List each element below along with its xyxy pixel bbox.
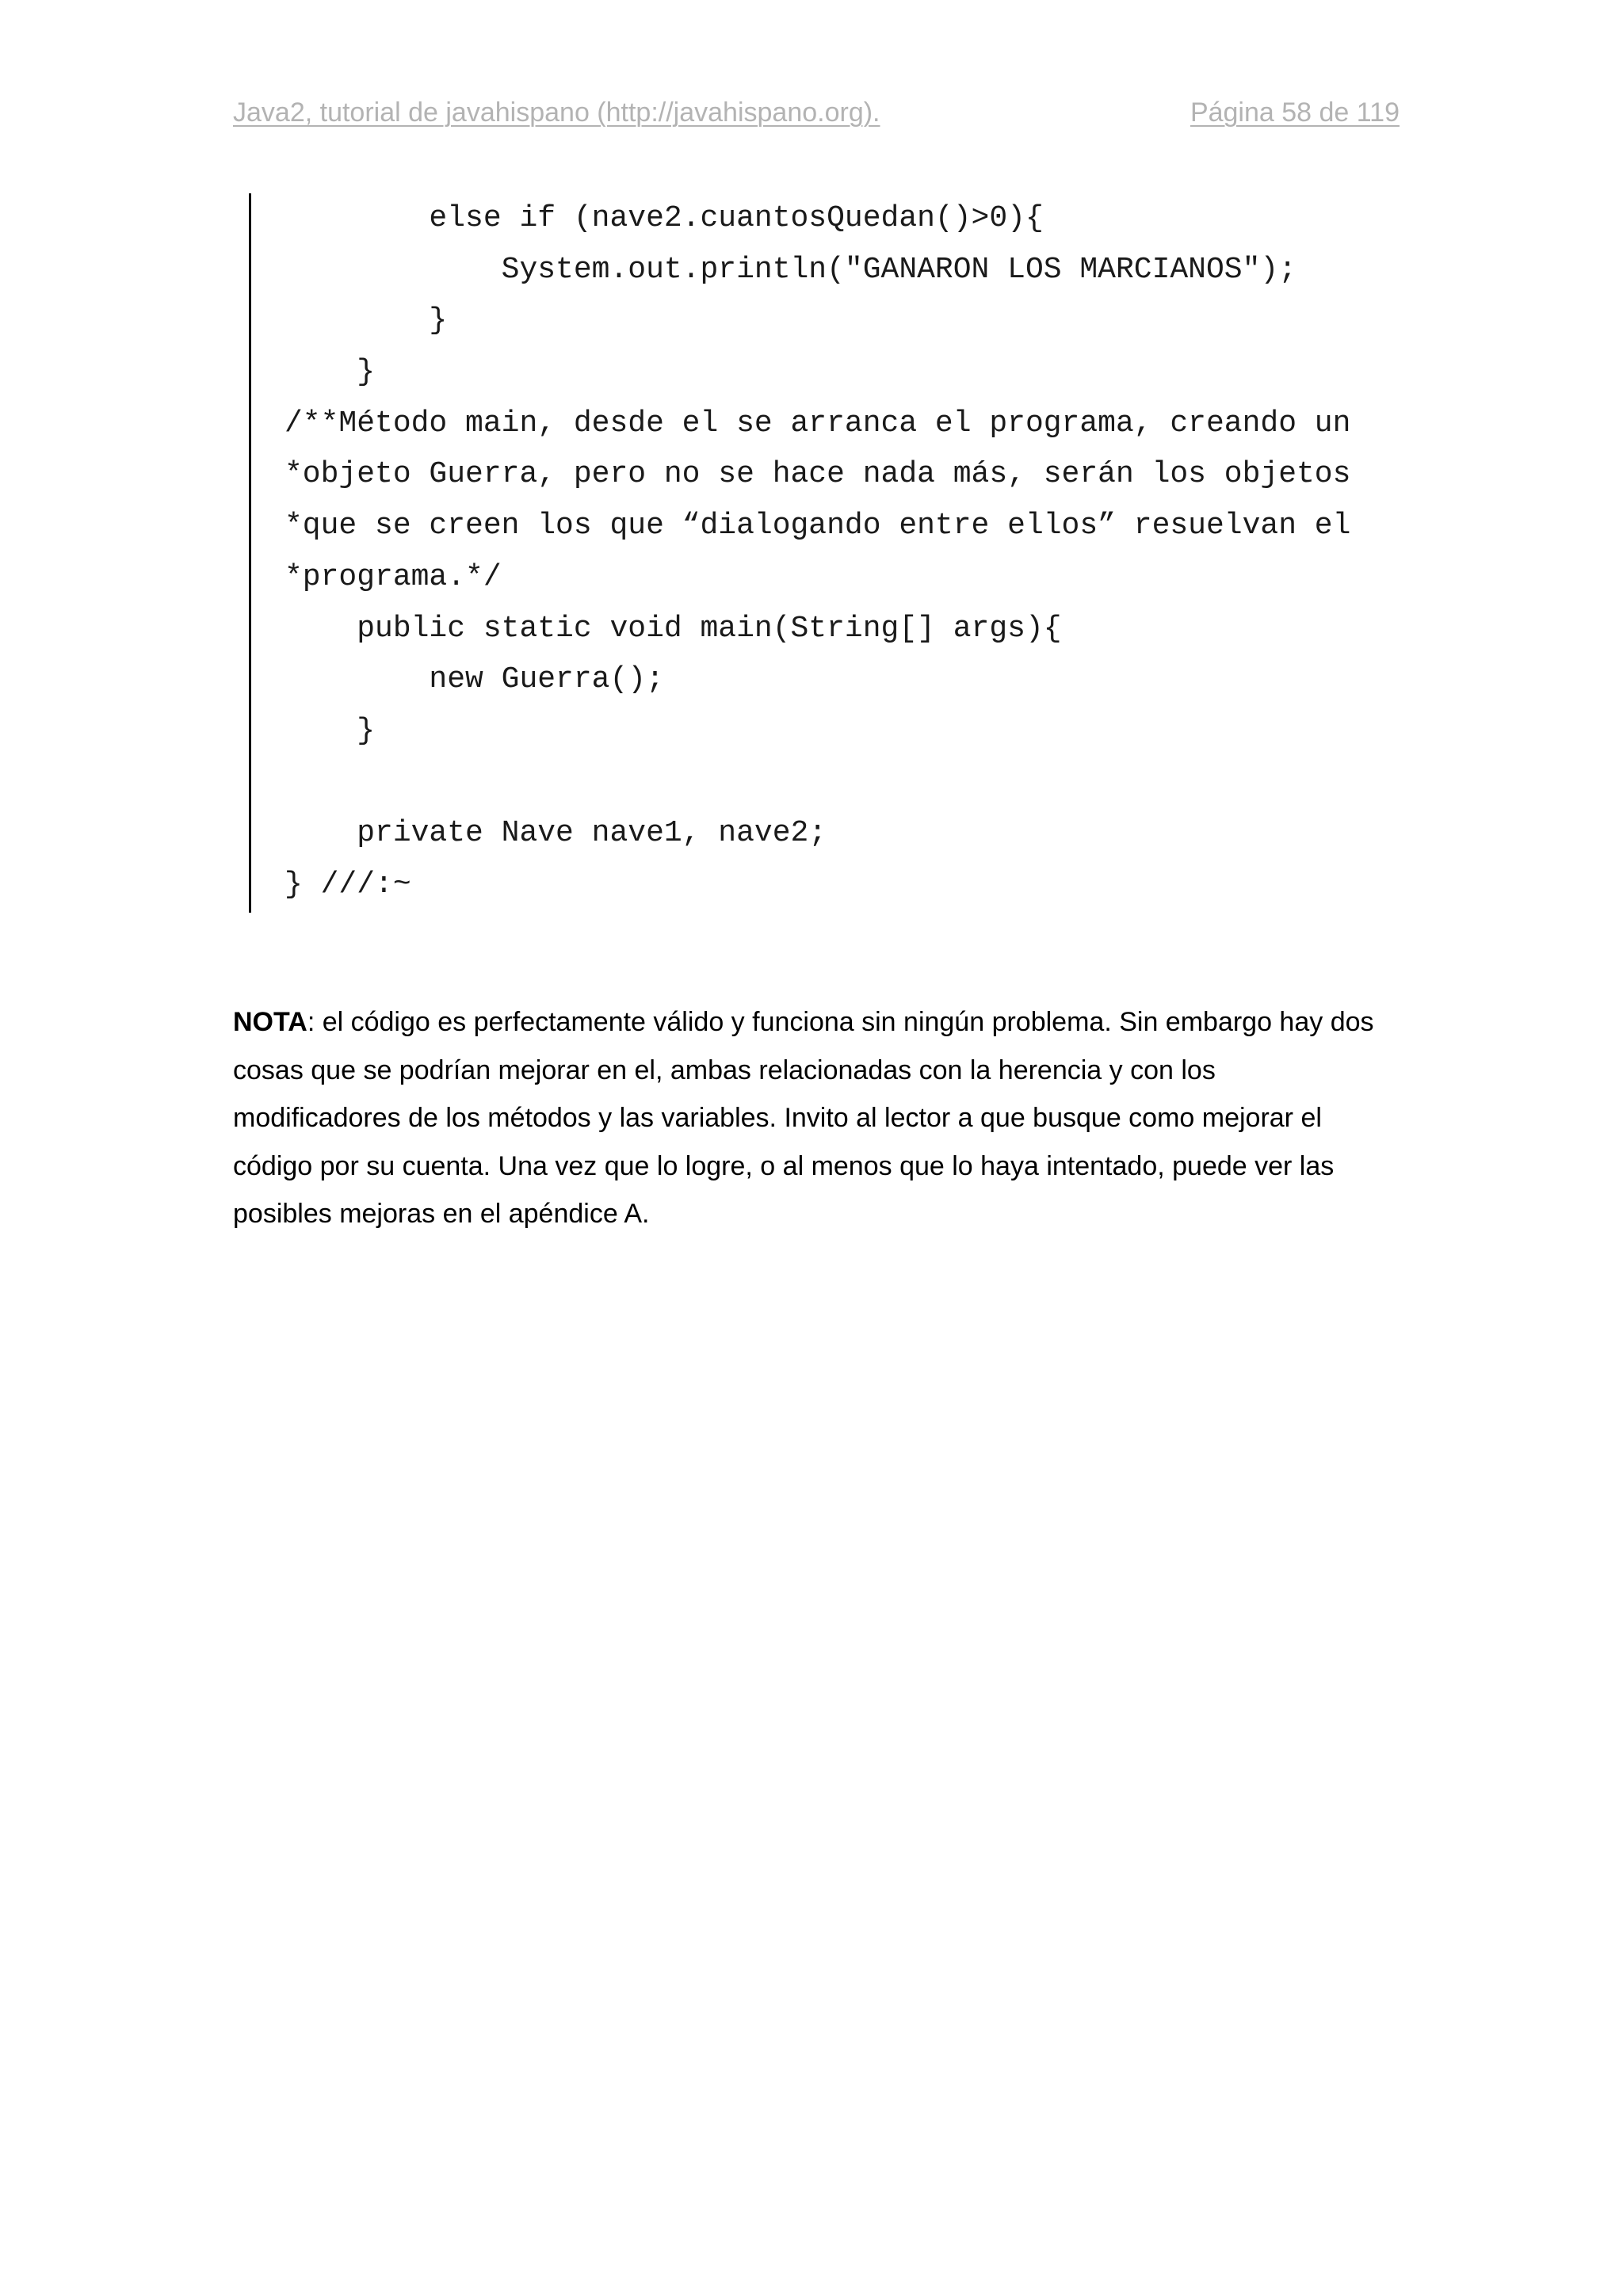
code-line: } ///:~	[285, 867, 411, 902]
code-listing	[249, 193, 1400, 913]
code-line	[285, 757, 1350, 809]
code-line: }	[285, 303, 448, 338]
page-header	[233, 93, 1400, 132]
note-text: : el código es perfectamente válido y funciona sin ningún problema. Sin embargo hay dos	[307, 1007, 1374, 1037]
note-paragraph	[233, 998, 1400, 1238]
note-line: código por su cuenta. Una vez que lo logre, o al menos que lo haya intentado, puede ver las	[233, 1150, 1335, 1181]
note-line: cosas que se podrían mejorar en el, ambas relacionadas con la herencia y con los	[233, 1055, 1216, 1085]
code-line: *que se creen los que “dialogando entre ellos” resuelvan el	[285, 509, 1351, 543]
code-line: System.out.println("GANARON LOS MARCIANOS");	[285, 252, 1297, 287]
code-line: public static void main(String[] args){	[285, 611, 1062, 646]
code-line: *programa.*/	[285, 559, 502, 594]
note-label: NOTA	[233, 1007, 307, 1037]
note-line: modificadores de los métodos y las variables. Invito al lector a que busque como mejorar el	[233, 1103, 1322, 1133]
code-line: else if (nave2.cuantosQuedan()>0){	[285, 201, 1044, 235]
code-line: }	[285, 713, 376, 748]
code-line: private Nave nave1, nave2;	[285, 816, 827, 851]
code-line: *objeto Guerra, pero no se hace nada más, serán los objetos	[285, 457, 1351, 492]
header-title: Java2, tutorial de javahispano (http://javahispano.org).	[233, 97, 880, 128]
code-line: /**Método main, desde el se arranca el programa, creando un	[285, 406, 1351, 441]
note-line	[233, 998, 1400, 1047]
code-lines	[285, 193, 1350, 911]
note-line: posibles mejoras en el apéndice A.	[233, 1199, 650, 1229]
page-number: Página 58 de 119	[1190, 97, 1400, 128]
code-line: }	[285, 355, 376, 390]
code-line: new Guerra();	[285, 662, 664, 697]
